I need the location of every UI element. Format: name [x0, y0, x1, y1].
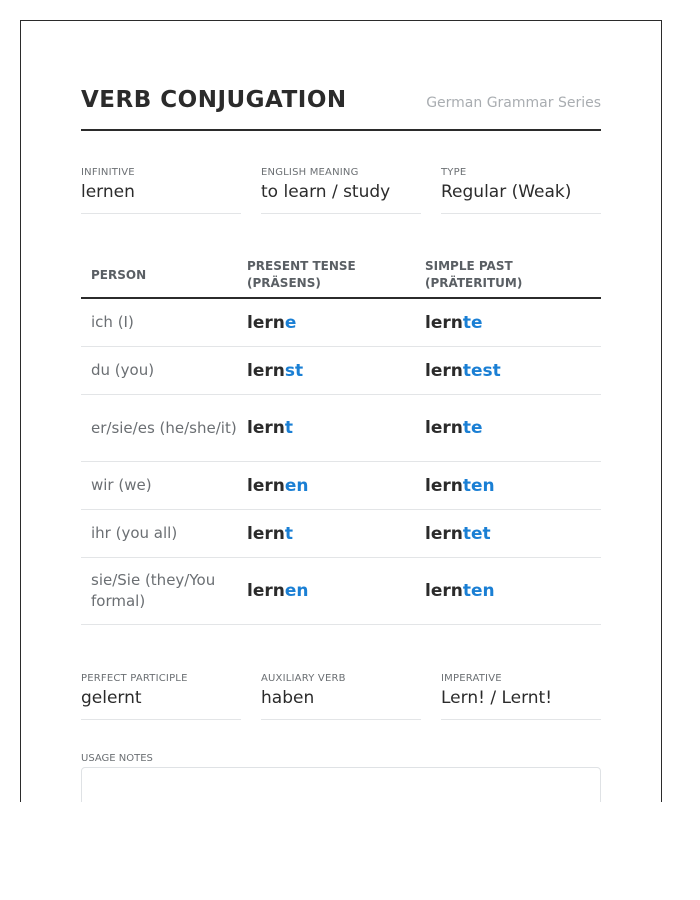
ending-highlight: te	[462, 418, 483, 438]
imperative-label: IMPERATIVE	[441, 673, 502, 684]
ending-highlight: ten	[462, 581, 495, 601]
table-row	[81, 395, 601, 462]
summary-fields	[81, 167, 601, 213]
table-row	[81, 558, 601, 625]
person-cell: sie/Sie (they/You formal)	[81, 558, 247, 625]
series-label: German Grammar Series	[426, 95, 601, 111]
column-header-present: PRESENT TENSE (PRÄSENS)	[247, 253, 425, 298]
past-cell: lernte	[425, 395, 601, 462]
ending-highlight: t	[284, 418, 293, 438]
person-cell: ich (I)	[81, 298, 247, 347]
person-cell: du (you)	[81, 347, 247, 395]
ending-highlight: en	[284, 581, 309, 601]
column-header-person: PERSON	[81, 253, 247, 298]
detail-fields	[81, 673, 601, 719]
conjugation-table	[81, 253, 601, 625]
imperative-field	[441, 673, 601, 720]
auxiliary-verb-field	[261, 673, 421, 720]
ending-highlight: en	[284, 475, 309, 496]
english-meaning-label: ENGLISH MEANING	[261, 167, 359, 178]
auxiliary-verb-value: haben	[261, 688, 315, 708]
type-field	[441, 167, 601, 214]
table-row	[81, 462, 601, 510]
worksheet-page	[20, 20, 662, 802]
page-header	[81, 87, 601, 131]
past-cell: lerntet	[425, 510, 601, 558]
infinitive-label: INFINITIVE	[81, 167, 135, 178]
ending-highlight: test	[462, 360, 501, 381]
usage-notes-label: USAGE NOTES	[81, 753, 153, 764]
ending-highlight: e	[284, 312, 297, 333]
person-cell: wir (we)	[81, 462, 247, 510]
present-cell: lernen	[247, 462, 425, 510]
ending-highlight: ten	[462, 475, 495, 496]
usage-notes-box[interactable]	[81, 767, 601, 802]
auxiliary-verb-label: AUXILIARY VERB	[261, 673, 346, 684]
past-cell: lernte	[425, 298, 601, 347]
page-title: VERB CONJUGATION	[81, 87, 347, 113]
ending-highlight: te	[462, 312, 483, 333]
column-header-past: SIMPLE PAST (PRÄTERITUM)	[425, 253, 601, 298]
present-cell: lernt	[247, 395, 425, 462]
table-header-row	[81, 253, 601, 298]
infinitive-field	[81, 167, 241, 214]
past-cell: lernten	[425, 558, 601, 625]
past-cell: lerntest	[425, 347, 601, 395]
table-row	[81, 298, 601, 347]
type-value: Regular (Weak)	[441, 182, 572, 202]
type-label: TYPE	[441, 167, 467, 178]
present-cell: lernst	[247, 347, 425, 395]
perfect-participle-value: gelernt	[81, 688, 142, 708]
person-cell: er/sie/es (he/she/it)	[81, 395, 247, 462]
perfect-participle-field	[81, 673, 241, 720]
ending-highlight: tet	[462, 523, 491, 544]
present-cell: lernt	[247, 510, 425, 558]
perfect-participle-label: PERFECT PARTICIPLE	[81, 673, 188, 684]
imperative-value: Lern! / Lernt!	[441, 688, 553, 708]
table-row	[81, 510, 601, 558]
infinitive-value: lernen	[81, 182, 135, 202]
person-cell: ihr (you all)	[81, 510, 247, 558]
english-meaning-field	[261, 167, 421, 214]
english-meaning-value: to learn / study	[261, 182, 391, 202]
ending-highlight: st	[284, 360, 304, 381]
present-cell: lerne	[247, 298, 425, 347]
present-cell: lernen	[247, 558, 425, 625]
page-viewport	[20, 20, 662, 802]
table-row	[81, 347, 601, 395]
past-cell: lernten	[425, 462, 601, 510]
ending-highlight: t	[284, 523, 293, 544]
